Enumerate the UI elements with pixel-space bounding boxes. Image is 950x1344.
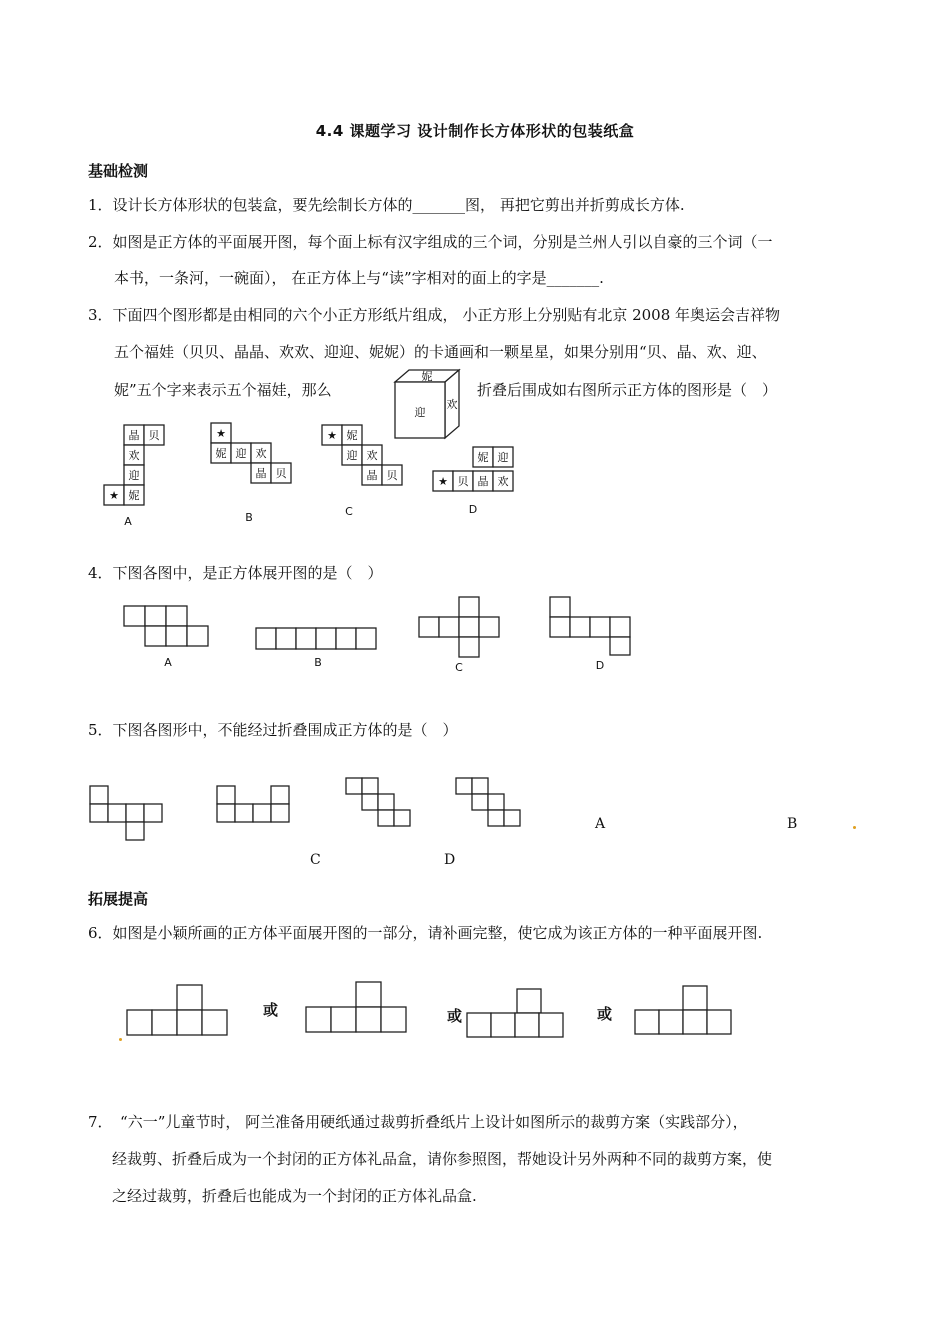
net-label: 欢 — [366, 449, 378, 462]
scan-dot — [853, 826, 856, 829]
net-label: 妮 — [477, 451, 489, 464]
question-1: 1．设计长方体形状的包装盒，要先绘制长方体的_______图， 再把它剪出并折剪成长方体. — [88, 196, 685, 214]
question-2-line-1: 2．如图是正方体的平面展开图，每个面上标有汉字组成的三个词，分别是兰州人引以自豪的三个词（一 — [88, 233, 773, 251]
q6-net-4 — [635, 986, 745, 1038]
or-label: 或 — [263, 1001, 279, 1019]
q3-option-a-net — [104, 425, 174, 530]
net-label: 晶 — [366, 469, 378, 482]
q5-figure-4-net — [456, 778, 526, 838]
net-label: 晶 — [477, 475, 489, 488]
section-heading-basic: 基础检测 — [88, 162, 149, 180]
net-label: 欢 — [128, 449, 140, 462]
q5-label-d: D — [444, 852, 456, 868]
net-label: 贝 — [148, 429, 160, 442]
q6-net-2 — [306, 982, 416, 1034]
question-6: 6．如图是小颖所画的正方体平面展开图的一部分，请补画完整，使它成为该正方体的一种平面展开图. — [88, 924, 763, 942]
question-2-line-2: 本书，一条河，一碗面）， 在正方体上与“读”字相对的面上的字是_______. — [114, 269, 604, 287]
section-heading-extension: 拓展提高 — [88, 890, 149, 908]
question-7-line-1: 7． “六一”儿童节时， 阿兰准备用硬纸通过裁剪折叠纸片上设计如图所示的裁剪方案（实践部分）， — [88, 1113, 748, 1131]
q5-label-b: B — [787, 816, 798, 832]
option-label: A — [164, 656, 172, 669]
cube-front-face-label: 迎 — [414, 406, 426, 419]
star-icon: ★ — [327, 429, 337, 442]
q4-option-b-net — [256, 628, 386, 673]
question-7-line-3: 之经过裁剪，折叠后也能成为一个封闭的正方体礼品盒. — [112, 1187, 477, 1205]
option-label: D — [595, 659, 605, 672]
question-3-line-2: 五个福娃（贝贝、晶晶、欢欢、迎迎、妮妮）的卡通画和一颗星星，如果分别用“贝、晶、欢、迎、 — [114, 343, 767, 361]
q5-figure-3-net — [346, 778, 416, 838]
question-5: 5．下图各图形中，不能经过折叠围成正方体的是（ ） — [88, 721, 458, 739]
net-label: 迎 — [128, 469, 140, 482]
option-label: B — [314, 656, 322, 669]
q3-option-d-net — [433, 447, 523, 517]
question-3-line-3b: 折叠后围成如右图所示正方体的图形是（ ） — [477, 381, 778, 399]
net-label: 贝 — [386, 469, 398, 482]
or-label: 或 — [597, 1005, 613, 1023]
net-label: 妮 — [346, 429, 358, 442]
net-label: 迎 — [346, 449, 358, 462]
cube-side-face-label: 欢 — [446, 398, 458, 411]
net-label: 贝 — [457, 475, 469, 488]
option-label: B — [245, 511, 253, 524]
question-4: 4．下图各图中，是正方体展开图的是（ ） — [88, 564, 383, 582]
page-title: 4.4 课题学习 设计制作长方体形状的包装纸盒 — [315, 122, 635, 140]
net-label: 迎 — [497, 451, 509, 464]
cube-top-face-label: 妮 — [421, 370, 433, 383]
net-label: 迎 — [235, 447, 247, 460]
star-icon: ★ — [109, 489, 119, 502]
net-label: 晶 — [255, 467, 267, 480]
option-label: D — [468, 503, 478, 516]
q5-label-c: C — [310, 852, 321, 868]
q5-figure-1-net — [90, 786, 170, 846]
star-icon: ★ — [438, 475, 448, 488]
q5-figure-2-net — [217, 786, 297, 826]
net-label: 贝 — [275, 467, 287, 480]
net-label: 晶 — [128, 429, 140, 442]
net-label: 妮 — [215, 447, 227, 460]
or-label: 或 — [447, 1007, 463, 1025]
q4-option-d-net — [550, 597, 650, 677]
scan-dot — [119, 1038, 122, 1041]
option-label: C — [455, 661, 463, 674]
question-3-line-1: 3．下面四个图形都是由相同的六个小正方形纸片组成， 小正方形上分别贴有北京 2008 年奥运会吉祥物 — [88, 306, 781, 324]
q3-option-c-net — [322, 425, 412, 520]
q6-net-3 — [467, 989, 577, 1041]
net-label: 欢 — [255, 447, 267, 460]
q5-label-a: A — [595, 816, 606, 832]
option-label: A — [124, 515, 132, 528]
q4-option-c-net — [419, 597, 509, 677]
net-label: 妮 — [128, 489, 140, 502]
q4-option-a-net — [124, 606, 214, 671]
option-label: C — [345, 505, 353, 518]
net-label: 欢 — [497, 475, 509, 488]
q6-net-1 — [127, 985, 237, 1037]
q3-option-b-net — [211, 423, 301, 528]
question-7-line-2: 经裁剪、折叠后成为一个封闭的正方体礼品盒，请你参照图，帮她设计另外两种不同的裁剪方案，使 — [112, 1150, 773, 1168]
star-icon: ★ — [216, 427, 226, 440]
question-3-line-3a: 妮”五个字来表示五个福娃，那么 — [114, 381, 332, 399]
